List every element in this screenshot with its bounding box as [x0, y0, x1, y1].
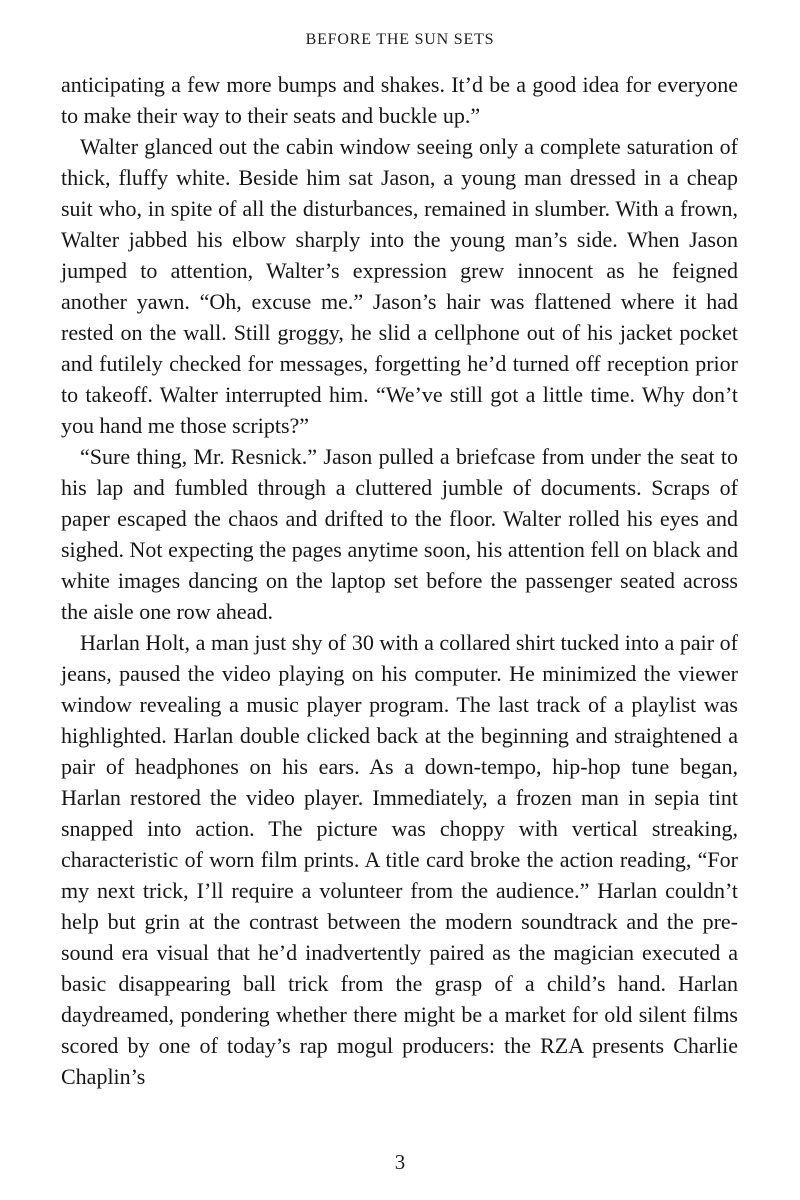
paragraph: Harlan Holt, a man just shy of 30 with a collared shirt tucked into a pair of jeans, paused the video playing on his computer. He minimized the viewer window revealing a music player program. The last track of a playlist was highlighted. Harlan double clicked back at the beginning and straightened a pair of headphones on his ears. As a down-tempo, hip-hop tune began, Harlan restored the video player. Immediately, a frozen man in sepia tint snapped into action. The picture was choppy with vertical streaking, characteristic of worn film prints. A title card broke the action reading, “For my next trick, I’ll require a volunteer from the audience.” Harlan couldn’t help but grin at the contrast between the modern soundtrack and the pre-sound era visual that he’d inadvertently paired as the magician executed a basic disappearing ball trick from the grasp of a child’s hand. Harlan daydreamed, pondering whether there might be a market for old silent films scored by one of today’s rap mogul producers: the RZA presents Charlie Chaplin’s: [61, 630, 738, 1089]
page-number: 3: [394, 1150, 406, 1174]
paragraph: anticipating a few more bumps and shakes. It’d be a good idea for everyone to make their way to their seats and buckle up.”: [61, 72, 738, 128]
page-body: [61, 69, 738, 1092]
paragraph: Walter glanced out the cabin window seeing only a complete saturation of thick, fluffy white. Beside him sat Jason, a young man dressed in a cheap suit who, in spite of all the disturbances, remained in slumber. With a frown, Walter jabbed his elbow sharply into the young man’s side. When Jason jumped to attention, Walter’s expression grew innocent as he feigned another yawn. “Oh, excuse me.” Jason’s hair was flattened where it had rested on the wall. Still groggy, he slid a cellphone out of his jacket pocket and futilely checked for messages, forgetting he’d turned off reception prior to takeoff. Walter interrupted him. “We’ve still got a little time. Why don’t you hand me those scripts?”: [61, 134, 738, 438]
paragraph: “Sure thing, Mr. Resnick.” Jason pulled a briefcase from under the seat to his lap and fumbled through a cluttered jumble of documents. Scraps of paper escaped the chaos and drifted to the floor. Walter rolled his eyes and sighed. Not expecting the pages anytime soon, his attention fell on black and white images dancing on the laptop set before the passenger seated across the aisle one row ahead.: [61, 444, 738, 624]
running-header: BEFORE THE SUN SETS: [305, 31, 495, 48]
